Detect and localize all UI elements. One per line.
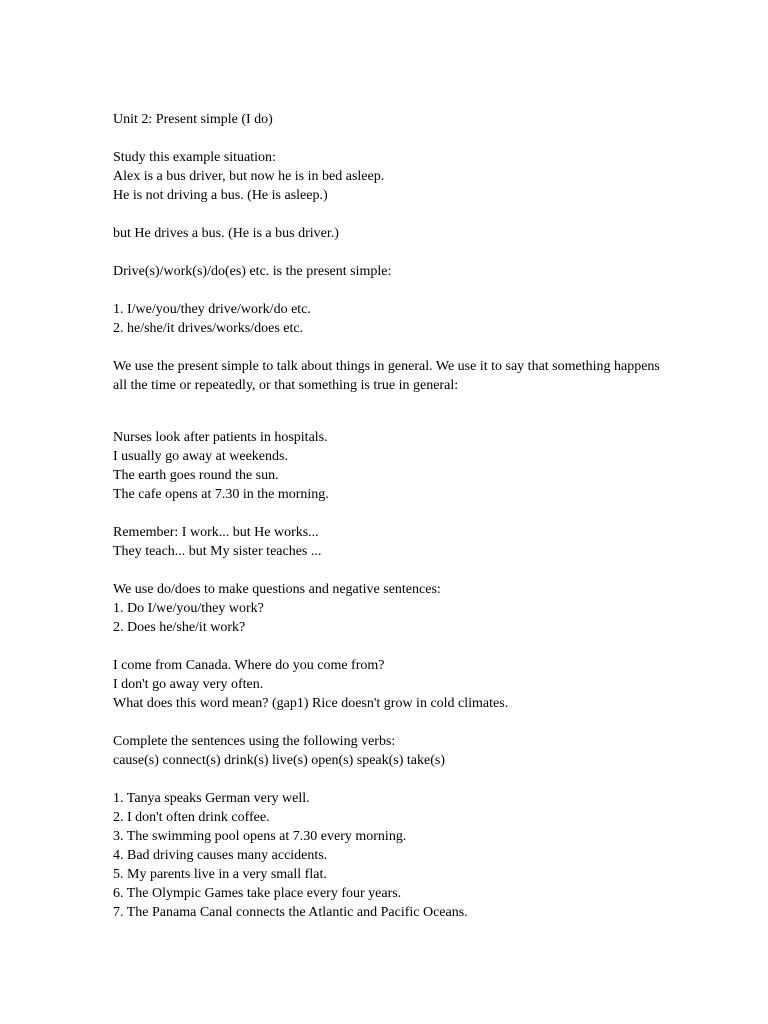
question-form: 1. Do I/we/you/they work?	[113, 601, 264, 616]
example-situation	[113, 148, 673, 205]
example-heading: Study this example situation:	[113, 150, 276, 165]
exercise-answer: 3. The swimming pool opens at 7.30 every morning.	[113, 829, 407, 844]
usage-line: We use the present simple to talk about things in general. We use it to say that something happens	[113, 359, 660, 374]
forms-list	[113, 300, 673, 338]
remember-line: They teach... but My sister teaches ...	[113, 544, 322, 559]
spacer	[113, 637, 673, 656]
questions-block	[113, 580, 673, 637]
remember-block	[113, 523, 673, 561]
usage-line: all the time or repeatedly, or that something is true in general:	[113, 378, 459, 393]
questions-intro: We use do/does to make questions and negative sentences:	[113, 582, 441, 597]
exercise-answer: 7. The Panama Canal connects the Atlantic and Pacific Oceans.	[113, 905, 468, 920]
exercise-block	[113, 732, 673, 770]
document-page	[113, 110, 673, 922]
form-item: 1. I/we/you/they drive/work/do etc.	[113, 302, 311, 317]
example-line: He is not driving a bus. (He is asleep.)	[113, 188, 328, 203]
exercise-verbs: cause(s) connect(s) drink(s) live(s) open(s) speak(s) take(s)	[113, 753, 445, 768]
spacer	[113, 281, 673, 300]
exercise-instruction: Complete the sentences using the following verbs:	[113, 734, 396, 749]
spacer	[113, 205, 673, 224]
usage-paragraph	[113, 357, 673, 395]
form-item: 2. he/she/it drives/works/does etc.	[113, 321, 304, 336]
spacer	[113, 338, 673, 357]
exercise-answer: 6. The Olympic Games take place every four years.	[113, 886, 402, 901]
exercise-answer: 4. Bad driving causes many accidents.	[113, 848, 328, 863]
exercise-answer: 1. Tanya speaks German very well.	[113, 791, 310, 806]
spacer	[113, 504, 673, 523]
definition-line: Drive(s)/work(s)/do(es) etc. is the present simple:	[113, 264, 392, 279]
example-line: Alex is a bus driver, but now he is in bed asleep.	[113, 169, 385, 184]
exercise-answer: 5. My parents live in a very small flat.	[113, 867, 327, 882]
exercise-answers	[113, 789, 673, 922]
question-example: I don't go away very often.	[113, 677, 264, 692]
spacer	[113, 395, 673, 428]
question-example: What does this word mean? (gap1) Rice doesn't grow in cold climates.	[113, 696, 509, 711]
question-examples	[113, 656, 673, 713]
general-example: I usually go away at weekends.	[113, 449, 288, 464]
spacer	[113, 770, 673, 789]
general-example: Nurses look after patients in hospitals.	[113, 430, 328, 445]
exercise-answer: 2. I don't often drink coffee.	[113, 810, 270, 825]
question-form: 2. Does he/she/it work?	[113, 620, 246, 635]
example-contrast: but He drives a bus. (He is a bus driver.)	[113, 226, 339, 241]
spacer	[113, 129, 673, 148]
spacer	[113, 243, 673, 262]
general-example: The earth goes round the sun.	[113, 468, 279, 483]
spacer	[113, 561, 673, 580]
spacer	[113, 713, 673, 732]
remember-line: Remember: I work... but He works...	[113, 525, 319, 540]
document-title: Unit 2: Present simple (I do)	[113, 112, 273, 127]
general-examples	[113, 428, 673, 504]
question-example: I come from Canada. Where do you come from?	[113, 658, 385, 673]
general-example: The cafe opens at 7.30 in the morning.	[113, 487, 329, 502]
